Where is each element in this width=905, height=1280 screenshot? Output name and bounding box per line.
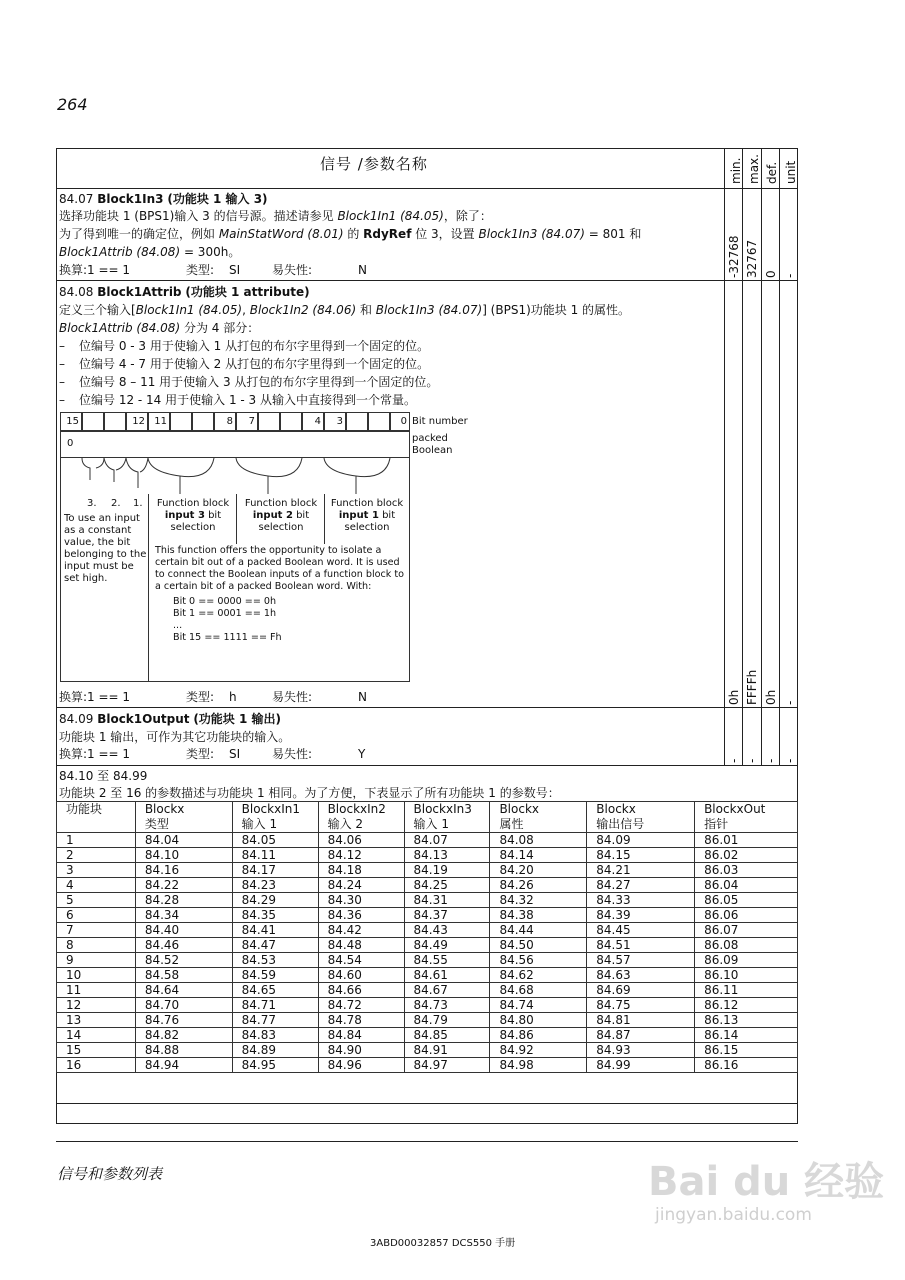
table-cell: 84.98 [490, 1058, 587, 1073]
table-title: 信号 /参数名称 [320, 155, 428, 173]
col-header: BlockxIn1 输入 1 [232, 802, 318, 833]
table-cell: 84.88 [135, 1043, 232, 1058]
param-8408-max: FFFFh [745, 669, 759, 705]
table-cell: 84.61 [404, 968, 490, 983]
function-description: This function offers the opportunity to isolate a certain bit out of a packed Boolean word. It is used to connect the Boolean inputs of a function block to a certain bit of a packed Boolean word. With: [155, 545, 404, 592]
table-cell: 84.95 [232, 1058, 318, 1073]
table-cell: 84.30 [318, 893, 404, 908]
table-cell: 86.03 [695, 863, 798, 878]
bit-zero-value: 0 [67, 438, 74, 449]
col-sep-max [742, 148, 743, 766]
table-cell: 84.20 [490, 863, 587, 878]
table-cell: 4 [57, 878, 136, 893]
num-label: 3. [87, 498, 97, 509]
col-sep-def [761, 148, 762, 766]
table-cell: 3 [57, 863, 136, 878]
param-8408-line1: 定义三个输入[Block1In1 (84.05), Block1In2 (84.06) 和 Block1In3 (84.07)] (BPS1)功能块 1 的属性。 [59, 303, 631, 317]
bit-label: 4 [302, 412, 324, 431]
table-cell: 84.90 [318, 1043, 404, 1058]
table-cell: 84.99 [587, 1058, 695, 1073]
table-row [57, 1028, 798, 1043]
param-8409-def: - [764, 758, 778, 763]
page-number: 264 [57, 95, 88, 114]
table-cell: 84.93 [587, 1043, 695, 1058]
num-label: 2. [111, 498, 121, 509]
table-cell: 86.14 [695, 1028, 798, 1043]
header-min: min. [729, 157, 743, 184]
col-header: Blockx 属性 [490, 802, 587, 833]
table-cell: 84.15 [587, 848, 695, 863]
col-header: BlockxIn3 输入 1 [404, 802, 490, 833]
bit-label: 0 [390, 412, 410, 431]
table-cell: 84.21 [587, 863, 695, 878]
bit-label: 7 [236, 412, 258, 431]
document-id: 3ABD00032857 DCS550 手册 [370, 1238, 516, 1249]
footer-rule [56, 1141, 798, 1142]
table-cell: 84.08 [490, 833, 587, 848]
col-header: BlockxIn2 输入 2 [318, 802, 404, 833]
table-cell: 84.06 [318, 833, 404, 848]
table-cell: 5 [57, 893, 136, 908]
col-sep-unit [779, 148, 780, 766]
table-cell: 86.01 [695, 833, 798, 848]
col-header: BlockxOut 指针 [695, 802, 798, 833]
table-cell: 13 [57, 1013, 136, 1028]
table-cell: 84.62 [490, 968, 587, 983]
table-cell: 86.12 [695, 998, 798, 1013]
table-cell: 84.72 [318, 998, 404, 1013]
table-cell: 84.41 [232, 923, 318, 938]
table-cell: 84.77 [232, 1013, 318, 1028]
table-cell: 10 [57, 968, 136, 983]
table-row [57, 983, 798, 998]
table-cell: 84.83 [232, 1028, 318, 1043]
table-cell: 86.13 [695, 1013, 798, 1028]
bit-label: 11 [148, 412, 170, 431]
boolean-label: Boolean [412, 445, 453, 456]
table-cell: 84.94 [135, 1058, 232, 1073]
table-header-row [57, 802, 798, 833]
table-cell: 15 [57, 1043, 136, 1058]
table-cell: 84.54 [318, 953, 404, 968]
table-cell: 84.66 [318, 983, 404, 998]
table-cell: 84.27 [587, 878, 695, 893]
table-cell: 84.39 [587, 908, 695, 923]
table-cell: 84.97 [404, 1058, 490, 1073]
table-cell: 84.32 [490, 893, 587, 908]
table-cell: 84.17 [232, 863, 318, 878]
table-cell: 84.05 [232, 833, 318, 848]
row-sep [56, 280, 798, 281]
param-8408-bullet: – 位编号 8 – 11 用于使输入 3 从打包的布尔字里得到一个固定的位。 [59, 375, 439, 389]
param-8409-max: - [745, 758, 759, 763]
table-cell: 84.92 [490, 1043, 587, 1058]
table-cell: 86.05 [695, 893, 798, 908]
table-cell: 84.65 [232, 983, 318, 998]
table-cell: 84.42 [318, 923, 404, 938]
table-cell: 8 [57, 938, 136, 953]
table-cell: 84.68 [490, 983, 587, 998]
param-8410-heading: 84.10 至 84.99 [59, 769, 148, 783]
table-cell: 84.28 [135, 893, 232, 908]
param-8408-bullet: – 位编号 0 - 3 用于使输入 1 从打包的布尔字里得到一个固定的位。 [59, 339, 430, 353]
table-cell: 84.59 [232, 968, 318, 983]
table-cell: 84.55 [404, 953, 490, 968]
table-cell: 84.10 [135, 848, 232, 863]
row-sep [56, 1103, 798, 1104]
bit-label: 15 [60, 412, 82, 431]
param-8408-line2: Block1Attrib (84.08) 分为 4 部分： [59, 321, 260, 335]
param-8408-bullet: – 位编号 12 - 14 用于使输入 1 - 3 从输入中直接得到一个常量。 [59, 393, 416, 407]
table-row [57, 833, 798, 848]
table-cell: 84.25 [404, 878, 490, 893]
table-cell: 84.56 [490, 953, 587, 968]
table-cell: 84.71 [232, 998, 318, 1013]
col-header: Blockx 输出信号 [587, 802, 695, 833]
param-8409-min: - [727, 758, 741, 763]
param-8407-unit: - [783, 273, 797, 278]
table-cell: 16 [57, 1058, 136, 1073]
table-cell: 84.91 [404, 1043, 490, 1058]
table-cell: 2 [57, 848, 136, 863]
table-cell: 84.13 [404, 848, 490, 863]
param-8409-props: 换算:1 == 1 类型: SI 易失性: Y [59, 747, 366, 761]
table-cell: 9 [57, 953, 136, 968]
table-cell: 84.23 [232, 878, 318, 893]
param-8407-min: -32768 [727, 235, 741, 278]
table-cell: 84.76 [135, 1013, 232, 1028]
table-cell: 86.08 [695, 938, 798, 953]
param-8408-props: 换算:1 == 1 类型: h 易失性: N [59, 690, 367, 704]
table-row [57, 938, 798, 953]
table-cell: 84.16 [135, 863, 232, 878]
function-block-table [56, 801, 798, 1073]
table-cell: 84.87 [587, 1028, 695, 1043]
header-def: def. [765, 161, 779, 184]
table-cell: 84.69 [587, 983, 695, 998]
table-cell: 84.70 [135, 998, 232, 1013]
table-cell: 84.29 [232, 893, 318, 908]
table-cell: 84.04 [135, 833, 232, 848]
table-cell: 84.31 [404, 893, 490, 908]
table-cell: 14 [57, 1028, 136, 1043]
table-row [57, 848, 798, 863]
num-label: 1. [133, 498, 143, 509]
bit-label: 8 [214, 412, 236, 431]
table-cell: 84.73 [404, 998, 490, 1013]
table-cell: 84.78 [318, 1013, 404, 1028]
table-cell: 84.37 [404, 908, 490, 923]
table-cell: 84.49 [404, 938, 490, 953]
bit-label: 12 [126, 412, 148, 431]
row-sep [56, 765, 798, 766]
param-8407-max: 32767 [745, 239, 759, 278]
table-row [57, 908, 798, 923]
table-cell: 84.22 [135, 878, 232, 893]
watermark-url: jingyan.baidu.com [655, 1205, 812, 1225]
table-cell: 11 [57, 983, 136, 998]
table-cell: 7 [57, 923, 136, 938]
table-cell: 84.11 [232, 848, 318, 863]
table-cell: 12 [57, 998, 136, 1013]
packed-label: packed [412, 433, 448, 444]
param-8407-heading: 84.07 Block1In3 (功能块 1 输入 3) [59, 192, 268, 206]
param-8407-props: 换算:1 == 1 类型: SI 易失性: N [59, 263, 367, 277]
col-header: 功能块 [57, 802, 136, 833]
table-row [57, 923, 798, 938]
param-8409-line1: 功能块 1 输出，可作为其它功能块的输入。 [59, 730, 291, 744]
param-8408-def: 0h [764, 689, 778, 705]
table-cell: 84.84 [318, 1028, 404, 1043]
header-unit: unit [784, 160, 798, 184]
table-cell: 84.07 [404, 833, 490, 848]
table-cell: 84.46 [135, 938, 232, 953]
table-cell: 86.10 [695, 968, 798, 983]
table-cell: 84.58 [135, 968, 232, 983]
param-8408-heading: 84.08 Block1Attrib (功能块 1 attribute) [59, 285, 310, 299]
table-row [57, 878, 798, 893]
fb-input1-label: Function block input 1 bit selection [330, 498, 404, 533]
table-cell: 86.16 [695, 1058, 798, 1073]
param-8407-line2: 为了得到唯一的确定位，例如 MainStatWord (8.01) 的 RdyRef 位 3，设置 Block1In3 (84.07) = 801 和 [59, 227, 642, 241]
table-cell: 84.48 [318, 938, 404, 953]
table-cell: 84.51 [587, 938, 695, 953]
col-sep-min [724, 148, 725, 766]
table-cell: 84.44 [490, 923, 587, 938]
table-row [57, 1043, 798, 1058]
table-cell: 84.89 [232, 1043, 318, 1058]
table-cell: 86.11 [695, 983, 798, 998]
table-cell: 6 [57, 908, 136, 923]
table-cell: 86.02 [695, 848, 798, 863]
table-cell: 84.81 [587, 1013, 695, 1028]
footer-title: 信号和参数列表 [57, 1165, 163, 1183]
bit-examples: Bit 0 == 0000 == 0h Bit 1 == 0001 == 1h ... Bit 15 == 1111 == Fh [173, 596, 282, 643]
bit-diagram [60, 412, 468, 682]
table-cell: 84.57 [587, 953, 695, 968]
table-cell: 84.18 [318, 863, 404, 878]
table-row [57, 998, 798, 1013]
watermark-logo: Bai du 经验 [648, 1159, 885, 1205]
table-cell: 84.82 [135, 1028, 232, 1043]
param-8409-unit: - [783, 758, 797, 763]
table-cell: 84.47 [232, 938, 318, 953]
table-row [57, 1058, 798, 1073]
param-8407-def: 0 [764, 270, 778, 278]
table-cell: 86.09 [695, 953, 798, 968]
table-row [57, 893, 798, 908]
table-cell: 84.63 [587, 968, 695, 983]
param-8410-line1: 功能块 2 至 16 的参数描述与功能块 1 相同。为了方便，下表显示了所有功能块 1 的参数号： [59, 786, 560, 800]
param-8407-line1: 选择功能块 1 (BPS1)输入 3 的信号源。描述请参见 Block1In1 (84.05)，除了： [59, 209, 492, 223]
table-cell: 84.75 [587, 998, 695, 1013]
table-cell: 84.53 [232, 953, 318, 968]
table-cell: 86.06 [695, 908, 798, 923]
param-8408-bullet: – 位编号 4 - 7 用于使输入 2 从打包的布尔字里得到一个固定的位。 [59, 357, 430, 371]
table-cell: 84.35 [232, 908, 318, 923]
table-cell: 84.38 [490, 908, 587, 923]
table-cell: 84.36 [318, 908, 404, 923]
bit-label: 3 [324, 412, 346, 431]
table-cell: 84.74 [490, 998, 587, 1013]
row-sep [56, 188, 798, 189]
param-8409-heading: 84.09 Block1Output (功能块 1 输出) [59, 712, 281, 726]
table-row [57, 968, 798, 983]
table-cell: 84.60 [318, 968, 404, 983]
table-cell: 86.15 [695, 1043, 798, 1058]
table-cell: 1 [57, 833, 136, 848]
bit-number-label: Bit number [412, 416, 468, 427]
table-cell: 84.09 [587, 833, 695, 848]
table-row [57, 863, 798, 878]
param-8407-line3: Block1Attrib (84.08) = 300h。 [59, 245, 241, 259]
table-cell: 84.12 [318, 848, 404, 863]
table-cell: 84.96 [318, 1058, 404, 1073]
table-cell: 84.19 [404, 863, 490, 878]
table-cell: 84.80 [490, 1013, 587, 1028]
table-cell: 84.64 [135, 983, 232, 998]
param-8408-min: 0h [727, 689, 741, 705]
fb-input2-label: Function block input 2 bit selection [244, 498, 318, 533]
table-cell: 86.04 [695, 878, 798, 893]
param-8408-unit: - [783, 700, 797, 705]
col-header: Blockx 类型 [135, 802, 232, 833]
table-cell: 84.52 [135, 953, 232, 968]
table-row [57, 1013, 798, 1028]
table-cell: 84.79 [404, 1013, 490, 1028]
row-sep [56, 707, 798, 708]
table-cell: 84.43 [404, 923, 490, 938]
table-cell: 84.50 [490, 938, 587, 953]
table-cell: 84.86 [490, 1028, 587, 1043]
table-cell: 84.26 [490, 878, 587, 893]
table-cell: 84.40 [135, 923, 232, 938]
fb-input3-label: Function block input 3 bit selection [156, 498, 230, 533]
table-cell: 84.33 [587, 893, 695, 908]
table-cell: 86.07 [695, 923, 798, 938]
table-cell: 84.24 [318, 878, 404, 893]
table-cell: 84.45 [587, 923, 695, 938]
header-max: max. [747, 154, 761, 184]
table-cell: 84.85 [404, 1028, 490, 1043]
constant-note: To use an input as a constant value, the bit belonging to the input must be set high. [64, 513, 147, 584]
table-cell: 84.14 [490, 848, 587, 863]
table-row [57, 953, 798, 968]
table-cell: 84.34 [135, 908, 232, 923]
table-cell: 84.67 [404, 983, 490, 998]
